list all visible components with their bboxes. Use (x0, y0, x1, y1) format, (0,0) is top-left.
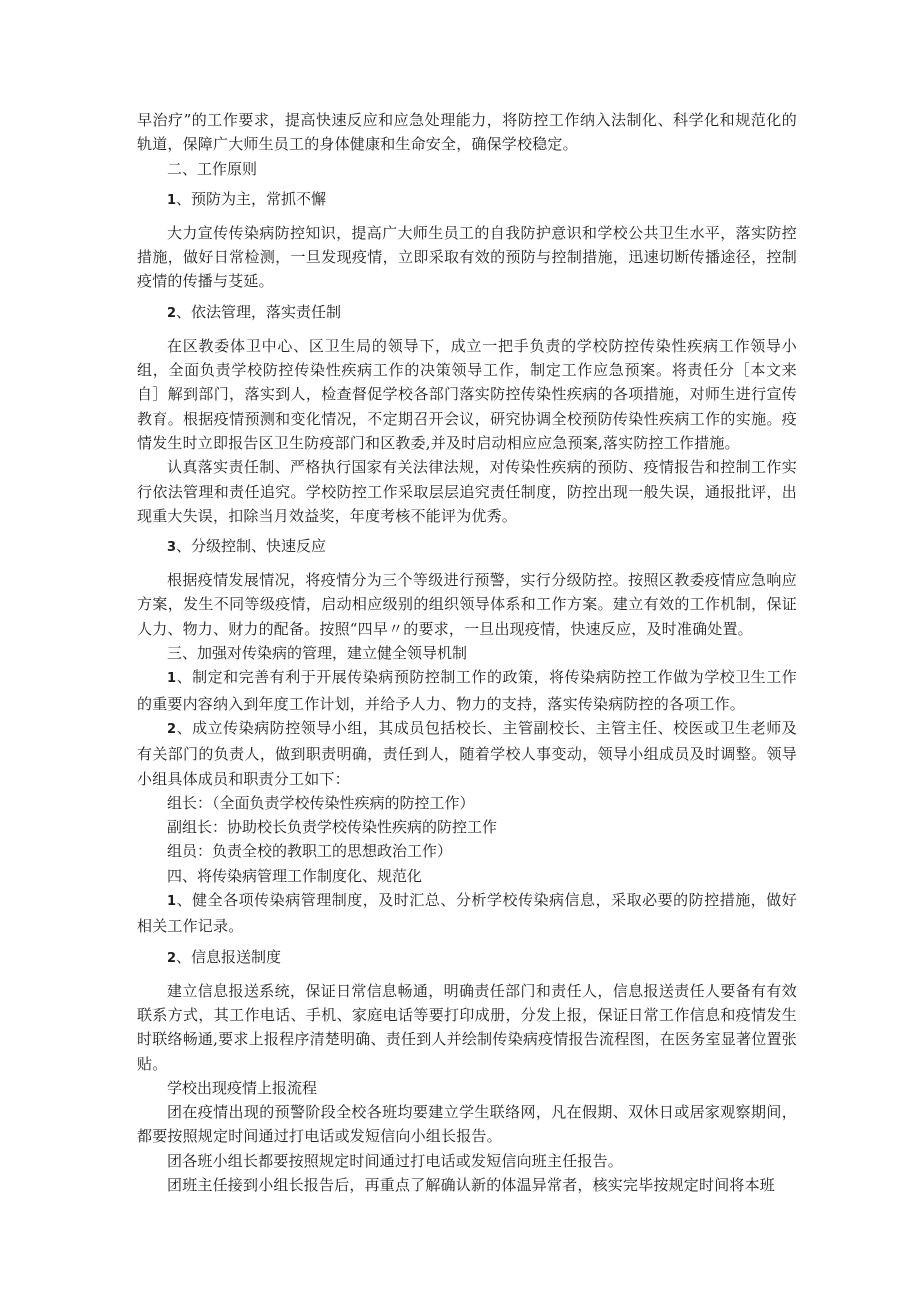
paragraph-graded-control: 根据疫情发展情况，将疫情分为三个等级进行预警，实行分级防控。按照区教委疫情应急响应方案，发生不同等级疫情，启动相应级别的组织领导体系和工作方案。建立有效的工作机制，保证人力、物力、财力的配备。按照“四早〃的要求，一旦出现疫情，快速反应，及时准确处置。 (137, 571, 797, 638)
item-text: 、成立传染病防控领导小组，其成员包括校长、主管副校长、主管主任、校医或卫生老师及有关部门的负责人，做到职责明确，责任到人，随着学校人事变动，领导小组成员及时调整。领导小组具体成员和职责分工如下： (137, 718, 797, 788)
item-number: 1 (167, 894, 177, 910)
paragraph-policy (137, 665, 797, 716)
subheading-number: 3 (167, 540, 177, 556)
paragraph-flow-step-1: 团在疫情出现的预警阶段全校各班均要建立学生联络网，凡在假期、双休日或居家观察期间，都要按照规定时间通过打电话或发短信向小组长报告。 (137, 1103, 797, 1146)
section-heading-principles: 二、工作原则 (167, 159, 258, 178)
item-text: 、健全各项传染病管理制度，及时汇总、分析学校传染病信息，采取必要的防控措施，做好相关工作记录。 (137, 891, 797, 936)
role-deputy-leader: 副组长：协助校长负责学校传染性疾病的防控工作 (167, 818, 498, 837)
paragraph-flow-step-2: 团各班小组长都要按照规定时间通过打电话或发短信向班主任报告。 (167, 1151, 624, 1170)
paragraph-responsibility: 认真落实责任制、严格执行国家有关法律法规，对传染性疾病的预防、疫情报告和控制工作实行依法管理和责任追究。学校防控工作采取层层追究责任制度，防控出现一般失误，通报批评，出现重大失误，扣除当月效益奖，年度考核不能评为优秀。 (137, 458, 797, 525)
role-leader: 组长：（全面负责学校传染性疾病的防控工作） (167, 793, 475, 812)
subheading-number: 2 (167, 305, 177, 321)
section-heading-system: 四、将传染病管理工作制度化、规范化 (167, 866, 423, 885)
subheading-prevention (137, 187, 797, 213)
subheading-text: 、信息报送制度 (176, 947, 282, 966)
section-heading-management: 三、加强对传染病的管理，建立健全领导机制 (167, 644, 468, 663)
subheading-text: 、依法管理，落实责任制 (176, 302, 342, 321)
role-member: 组员：负责全校的教职工的思想政治工作） (167, 842, 453, 861)
heading-report-flow: 学校出现疫情上报流程 (167, 1078, 318, 1097)
document-page (137, 108, 797, 1197)
paragraph-leading-group (137, 716, 797, 791)
subheading-text: 、分级控制、快速反应 (176, 537, 327, 556)
subheading-text: 、预防为主，常抓不懈 (176, 189, 327, 208)
intro-paragraph: 早治疗”的工作要求，提高快速反应和应急处理能力，将防控工作纳入法制化、科学化和规范化的轨道，保障广大师生员工的身体健康和生命安全，确保学校稳定。 (137, 111, 797, 154)
subheading-number: 2 (167, 950, 177, 966)
paragraph-prevention: 大力宣传传染病防控知识，提高广大师生员工的自我防护意识和学校公共卫生水平，落实防控措施，做好日常检测，一旦发现疫情，立即采取有效的预防与控制措施，迅速切断传播途径，控制疫情的传播与芟延。 (137, 223, 797, 291)
subheading-info-reporting (137, 945, 797, 971)
subheading-graded-control (137, 534, 797, 560)
item-text: 、制定和完善有利于开展传染病预防控制工作的政策，将传染病防控工作做为学校卫生工作的重要内容纳入到年度工作计划，并给予人力、物力的支持，落实传染病防控的各项工作。 (137, 668, 797, 713)
item-number: 1 (167, 671, 177, 687)
paragraph-flow-step-3: 团班主任接到小组长报告后，再重点了解确认新的体温异常者，核实完毕按规定时间将本班 (167, 1175, 776, 1194)
subheading-number: 1 (167, 192, 177, 208)
paragraph-management-system (137, 888, 797, 939)
subheading-legal-management (137, 300, 797, 326)
paragraph-info-reporting: 建立信息报送系统，保证日常信息畅通，明确责任部门和责任人，信息报送责任人要备有有效联系方式，其工作电话、手机、家庭电话等要打印成册，分发上报，保证日常工作信息和疫情发生时联络畅通,要求上报程序清楚明确、责任到人并绘制传染病疫情报告流程图，在医务室显著位置张贴。 (137, 981, 797, 1073)
item-number: 2 (167, 721, 177, 737)
paragraph-leadership-group: 在区教委体卫中心、区卫生局的领导下，成立一把手负责的学校防控传染性疾病工作领导小组，全面负责学校防控传染性疾病工作的决策领导工作，制定工作应急预案。将责任分［本文来自］解到部门，落实到人，检查督促学校各部门落实防控传染性疾病的各项措施，对师生进行宣传教育。根据疫情预测和变化情况，不定期召开会议，研究协调全校预防传染性疾病工作的实施。疫情发生时立即报告区卫生防疫部门和区教委,并及时启动相应应急预案,落实防控工作措施。 (137, 336, 797, 452)
